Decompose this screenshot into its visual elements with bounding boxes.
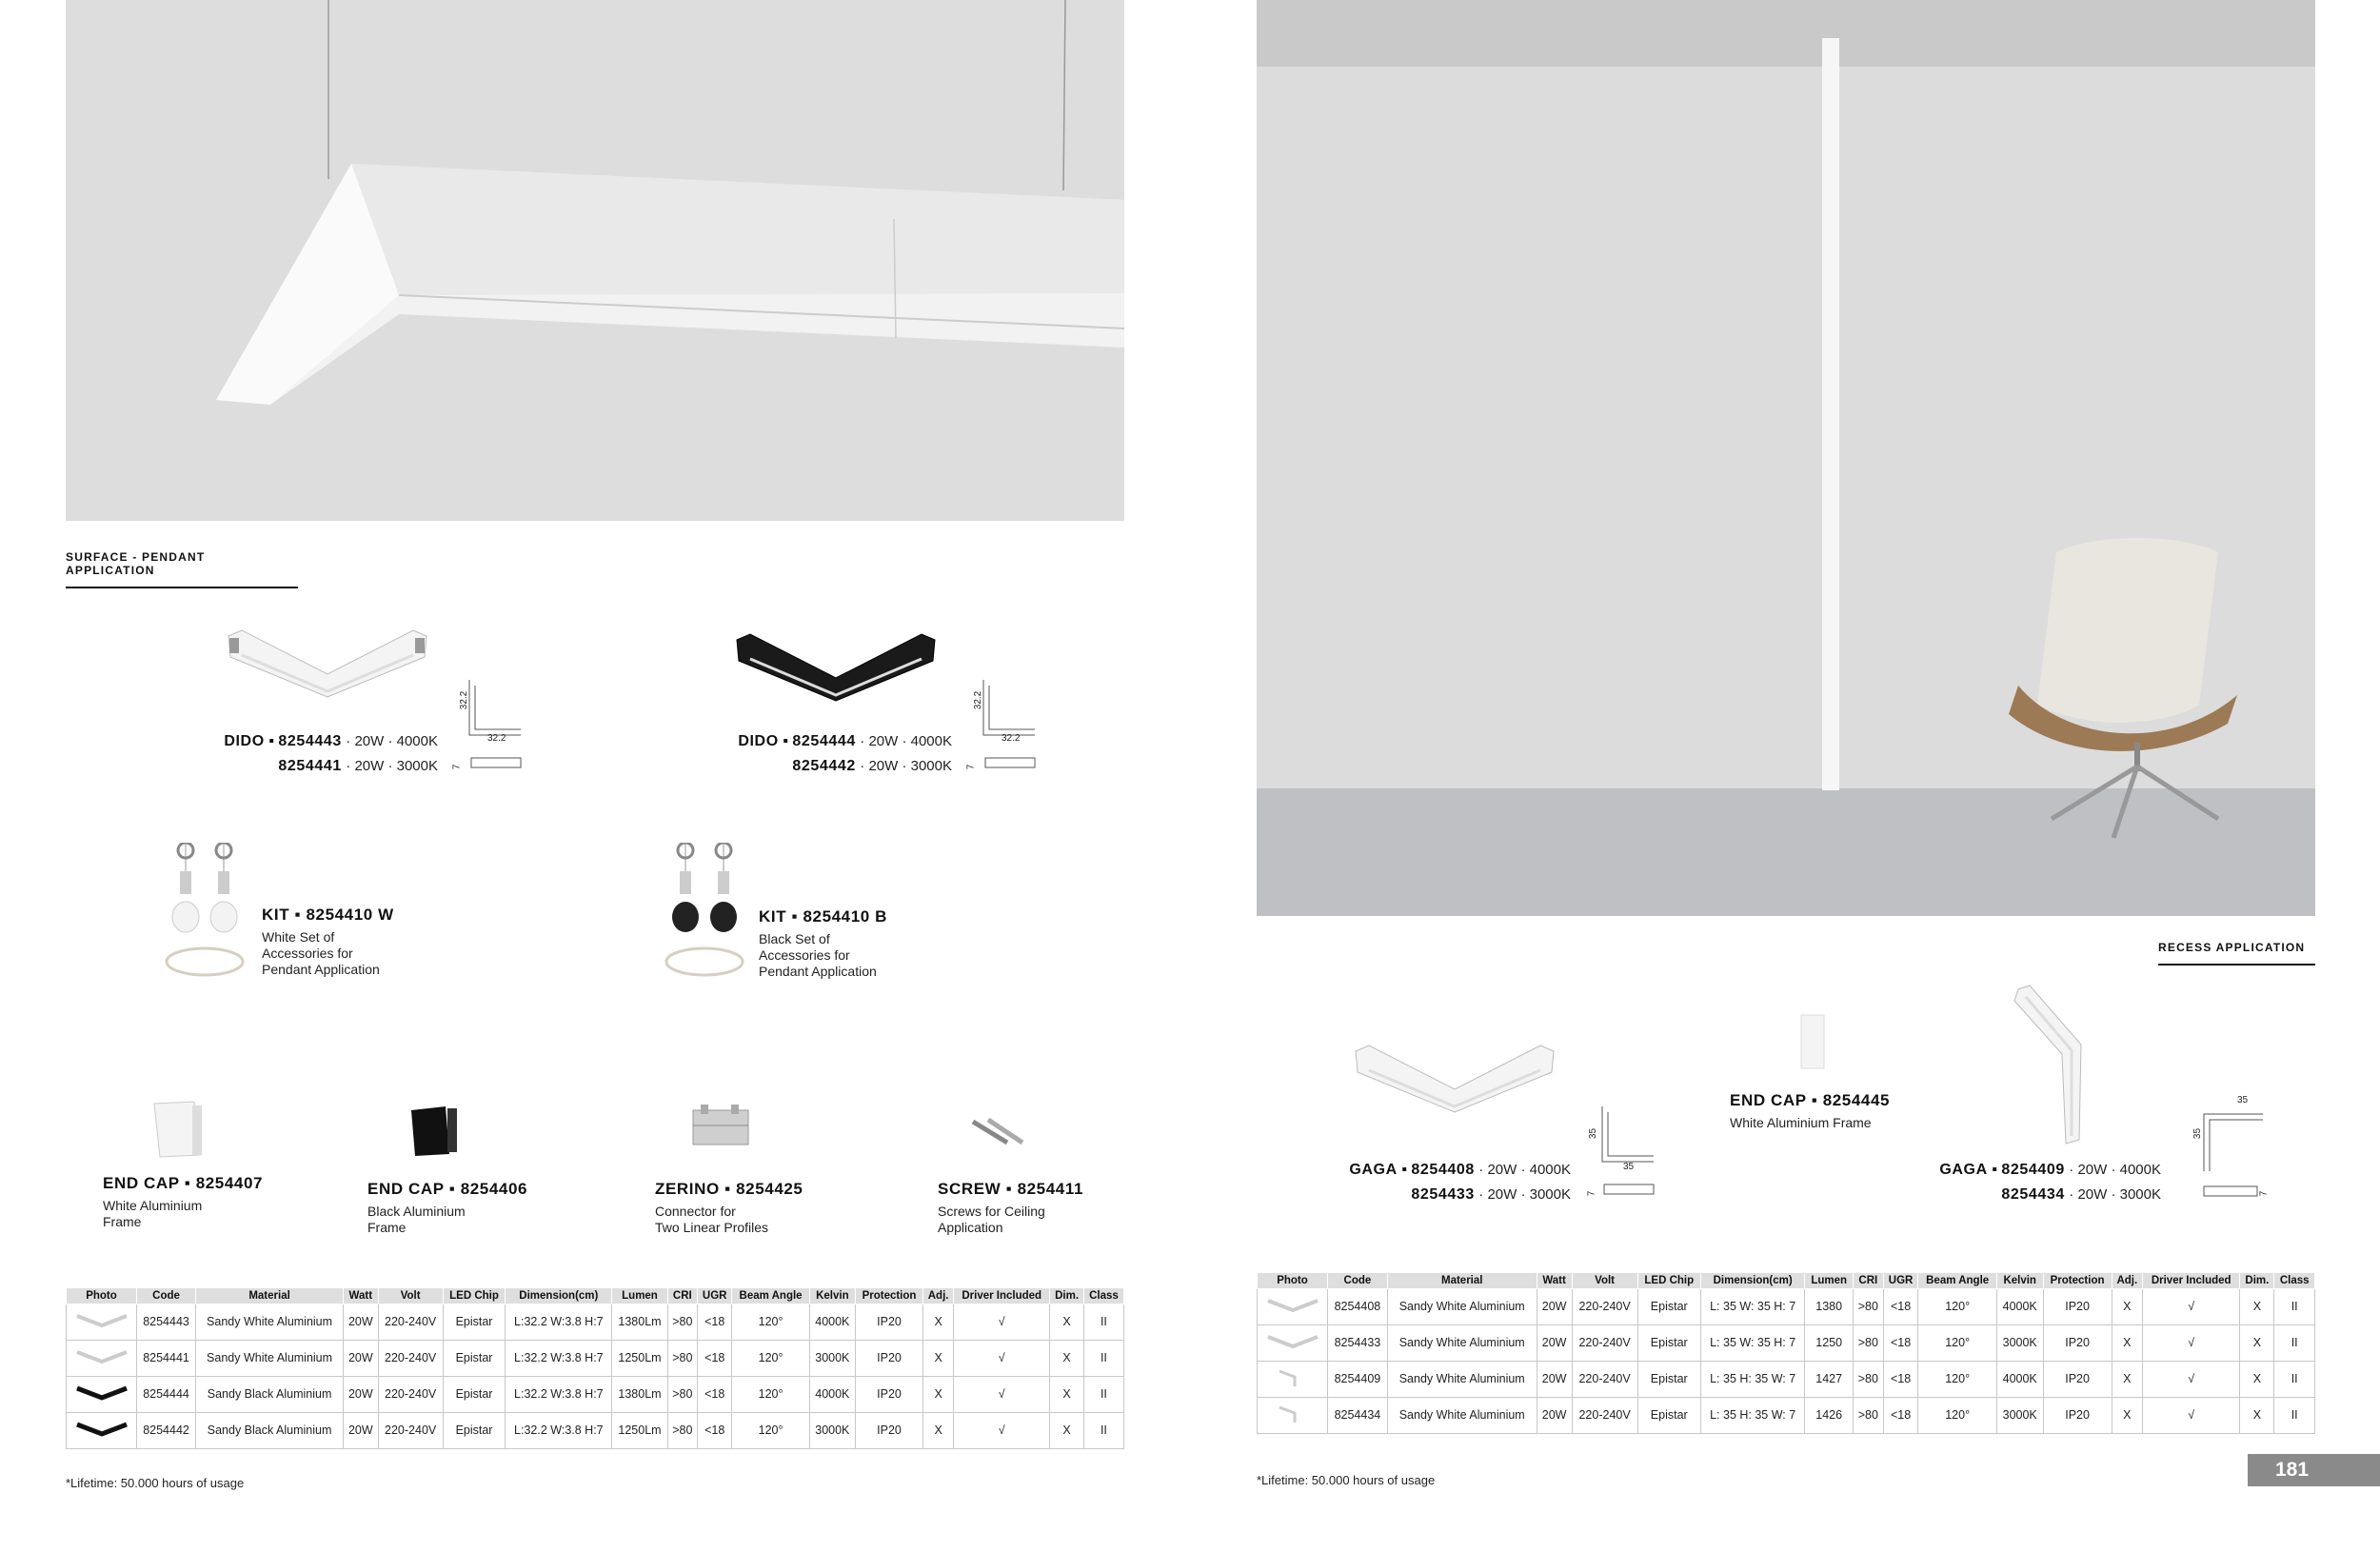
table-header-cell: Watt [344,1288,378,1304]
table-cell: 120° [1918,1289,1996,1325]
table-cell: Epistar [443,1377,506,1413]
product-thumbnail-icon [1258,1289,1328,1325]
table-cell: √ [2143,1362,2240,1398]
table-cell: 120° [1918,1362,1996,1398]
kit-black: KIT ▪ 8254410 B Black Set of Accessories for Pendant Application [759,907,888,979]
table-cell: 120° [732,1377,809,1413]
table-header-cell: Material [1387,1273,1537,1289]
section-title: SURFACE - PENDANT APPLICATION [66,550,298,588]
pendant-photo [66,0,1124,521]
table-cell: X [923,1304,954,1341]
table-header-cell: UGR [698,1288,732,1304]
kit-desc: Black Set of [759,931,830,946]
product-spec: · 20W · 3000K [346,758,438,774]
table-cell: X [2112,1289,2142,1325]
table-cell: Sandy White Aluminium [1387,1362,1537,1398]
table-cell: 220-240V [1572,1289,1637,1325]
product-spec: · 20W · 3000K [2069,1186,2161,1203]
table-cell: X [2112,1362,2142,1398]
table-cell: 120° [1918,1398,1996,1434]
table-cell: Sandy White Aluminium [196,1304,344,1341]
table-cell: II [1083,1377,1123,1413]
kit-code: 8254410 B [803,907,888,926]
table-row [67,1413,1124,1449]
pendant-lamp-illustration [66,0,1124,521]
table-header-cell: Watt [1537,1273,1572,1289]
table-cell: <18 [1883,1289,1918,1325]
table-cell: <18 [1883,1398,1918,1434]
table-cell: 4000K [1996,1362,2043,1398]
table-cell: 1427 [1805,1362,1853,1398]
kit-desc: White Set of [262,929,335,945]
product-code: 8254441 [278,758,342,774]
product-thumbnail-icon [67,1341,137,1377]
table-cell: Sandy Black Aluminium [196,1377,344,1413]
table-cell: 220-240V [1572,1362,1637,1398]
table-cell: 3000K [809,1413,855,1449]
table-cell: 3000K [1996,1398,2043,1434]
dim-height: 32.2 [459,690,470,710]
table-cell: 8254444 [137,1377,196,1413]
endcap-desc: White Aluminium Frame [1730,1115,1872,1130]
dim-width: 32.2 [1002,733,1021,744]
dim-depth: 7 [1586,1190,1597,1197]
table-cell: Sandy Black Aluminium [196,1413,344,1449]
spec-table-right [1257,1272,2315,1434]
table-cell: 8254442 [137,1413,196,1449]
table-header-cell: Adj. [2112,1273,2142,1289]
table-cell: 20W [344,1413,378,1449]
table-cell: >80 [667,1341,697,1377]
table-cell: X [2112,1398,2142,1434]
table-header-cell: Protection [855,1288,922,1304]
dido-white-icon [227,628,428,705]
table-cell: IP20 [2043,1398,2112,1434]
table-cell: 120° [732,1341,809,1377]
table-cell: 1250 [1805,1325,1853,1362]
table-cell: √ [954,1341,1050,1377]
table-cell: L:32.2 W:3.8 H:7 [506,1304,612,1341]
table-cell: Epistar [443,1413,506,1449]
accessory-code: 8254411 [1017,1180,1084,1198]
table-cell: 8254433 [1328,1325,1388,1362]
table-row [1258,1289,2315,1325]
accessory-title: ZERINO [655,1180,720,1198]
table-cell: IP20 [855,1304,922,1341]
endcap-title: END CAP [1730,1091,1807,1109]
table-row [67,1377,1124,1413]
table-cell: L: 35 W: 35 H: 7 [1700,1289,1805,1325]
table-cell: IP20 [2043,1325,2112,1362]
product-spec: · 20W · 4000K [1478,1162,1571,1178]
table-cell: >80 [667,1304,697,1341]
kit-title: KIT [262,906,290,924]
table-cell: 20W [1537,1289,1572,1325]
accessory-desc: Frame [367,1220,407,1235]
table-cell: II [1083,1413,1123,1449]
table-cell: 4000K [809,1304,855,1341]
table-cell: >80 [1853,1398,1883,1434]
table-cell: Epistar [1637,1289,1700,1325]
table-cell: II [1083,1304,1123,1341]
table-cell: 20W [344,1377,378,1413]
dimension-diagram-icon [1585,1105,1661,1200]
dido-black-icon [735,632,937,708]
table-cell: II [2274,1362,2315,1398]
dim-height: 35 [2192,1127,2204,1140]
table-cell: Sandy White Aluminium [1387,1398,1537,1434]
table-header-cell: Driver Included [954,1288,1050,1304]
accessory-desc: Screws for Ceiling [938,1204,1045,1219]
table-cell: √ [954,1413,1050,1449]
table-cell: >80 [1853,1362,1883,1398]
table-cell: Epistar [1637,1325,1700,1362]
table-cell: X [923,1413,954,1449]
kit-white-icon [157,843,252,981]
table-cell: IP20 [855,1413,922,1449]
product-code: 8254442 [792,758,856,774]
table-header-cell: Material [196,1288,344,1304]
spec-table-left [66,1287,1124,1449]
product-name: DIDO [224,733,265,749]
table-cell: 20W [1537,1362,1572,1398]
table-cell: X [2240,1398,2274,1434]
accessory-code: 8254407 [195,1174,264,1192]
table-cell: L: 35 W: 35 H: 7 [1700,1325,1805,1362]
table-cell: X [923,1377,954,1413]
table-header-cell: LED Chip [1637,1273,1700,1289]
product-gaga-v: GAGA ▪ 8254408 · 20W · 4000K 8254433 · 20W · 3000K [1349,1162,1571,1203]
product-code: 8254408 [1411,1162,1475,1178]
endcap-code: 8254445 [1822,1091,1891,1109]
table-cell: IP20 [2043,1289,2112,1325]
table-cell: 8254409 [1328,1362,1388,1398]
product-spec: · 20W · 4000K [346,733,438,749]
table-header-cell: Dim. [1050,1288,1084,1304]
table-header-cell: Beam Angle [1918,1273,1996,1289]
table-cell: X [2240,1325,2274,1362]
table-cell: L:32.2 W:3.8 H:7 [506,1377,612,1413]
footnote: *Lifetime: 50.000 hours of usage [66,1476,245,1490]
product-dido-black: DIDO ▪ 8254444 · 20W · 4000K 8254442 · 20W · 3000K [738,733,952,774]
product-code: 8254433 [1411,1186,1475,1203]
gaga-v-icon [1354,1044,1556,1120]
table-header-cell: Volt [1572,1273,1637,1289]
table-cell: 4000K [809,1377,855,1413]
connector-icon [687,1103,754,1152]
product-dido-white: DIDO ▪ 8254443 · 20W · 4000K 8254441 · 20W · 3000K [224,733,438,774]
table-header-row [67,1288,1124,1304]
table-row [1258,1398,2315,1434]
kit-title: KIT [759,907,787,926]
product-spec: · 20W · 3000K [860,758,952,774]
table-cell: √ [2143,1398,2240,1434]
table-cell: √ [954,1304,1050,1341]
accessory-title: END CAP [367,1180,445,1198]
product-name: GAGA [1939,1162,1988,1178]
table-cell: II [2274,1398,2315,1434]
accessory-title: SCREW [938,1180,1002,1198]
table-row [1258,1325,2315,1362]
kit-black-icon [657,843,752,981]
accessory-endcap-white: END CAP ▪ 8254407 White Aluminium Frame [103,1174,264,1229]
table-cell: 20W [1537,1398,1572,1434]
table-cell: 220-240V [1572,1325,1637,1362]
accessory-endcap-black: END CAP ▪ 8254406 Black Aluminium Frame [367,1180,528,1235]
accessory-screw: SCREW ▪ 8254411 Screws for Ceiling Application [938,1180,1084,1235]
table-row [1258,1362,2315,1398]
table-cell: 1380Lm [612,1304,667,1341]
table-cell: 220-240V [1572,1398,1637,1434]
table-cell: Sandy White Aluminium [1387,1289,1537,1325]
table-cell: 1380 [1805,1289,1853,1325]
product-thumbnail-icon [67,1377,137,1413]
table-header-cell: Driver Included [2143,1273,2240,1289]
dim-width: 35 [2237,1095,2249,1105]
product-code: 8254444 [792,733,856,749]
kit-desc: Pendant Application [759,964,877,979]
kit-white: KIT ▪ 8254410 W White Set of Accessories for Pendant Application [262,906,394,977]
table-cell: Sandy White Aluminium [196,1341,344,1377]
table-cell: 220-240V [378,1377,443,1413]
table-cell: 1426 [1805,1398,1853,1434]
dim-depth: 7 [451,764,463,770]
table-cell: √ [2143,1289,2240,1325]
table-cell: <18 [698,1341,732,1377]
product-gaga-l: GAGA ▪ 8254409 · 20W · 4000K 8254434 · 20W · 3000K [1939,1162,2161,1203]
accessory-code: 8254425 [736,1180,803,1198]
table-header-cell: Class [1083,1288,1123,1304]
accessory-code: 8254406 [460,1180,528,1198]
product-spec: · 20W · 4000K [2069,1162,2161,1178]
table-cell: 20W [344,1341,378,1377]
table-cell: X [2112,1325,2142,1362]
table-cell: II [2274,1289,2315,1325]
kit-desc: Pendant Application [262,962,380,977]
product-thumbnail-icon [1258,1325,1328,1362]
table-cell: 220-240V [378,1304,443,1341]
table-header-cell: Code [1328,1273,1388,1289]
table-header-cell: Dimension(cm) [506,1288,612,1304]
table-header-cell: Code [137,1288,196,1304]
table-cell: 8254408 [1328,1289,1388,1325]
table-cell: L:32.2 W:3.8 H:7 [506,1341,612,1377]
product-code: 8254443 [278,733,342,749]
kit-desc: Accessories for [262,946,353,961]
product-thumbnail-icon [67,1304,137,1341]
table-cell: 8254443 [137,1304,196,1341]
kit-desc: Accessories for [759,947,850,963]
table-cell: L:32.2 W:3.8 H:7 [506,1413,612,1449]
dim-depth: 7 [965,764,977,770]
table-cell: <18 [698,1304,732,1341]
table-cell: L: 35 H: 35 W: 7 [1700,1398,1805,1434]
dim-width: 35 [1623,1162,1635,1172]
dimension-diagram-icon [2194,1095,2271,1200]
table-header-cell: CRI [1853,1273,1883,1289]
table-cell: √ [954,1377,1050,1413]
table-header-cell: Kelvin [1996,1273,2043,1289]
product-thumbnail-icon [1258,1362,1328,1398]
accessory-desc: Two Linear Profiles [655,1220,769,1235]
table-header-cell: Kelvin [809,1288,855,1304]
accessory-desc: Application [938,1220,1003,1235]
table-header-cell: Lumen [612,1288,667,1304]
footnote: *Lifetime: 50.000 hours of usage [1257,1473,1436,1487]
table-cell: X [1050,1341,1084,1377]
product-spec: · 20W · 4000K [860,733,952,749]
table-cell: <18 [698,1377,732,1413]
table-cell: <18 [1883,1362,1918,1398]
table-cell: 8254434 [1328,1398,1388,1434]
room-illustration [1257,0,2315,916]
right-page [1190,0,2380,1553]
table-header-cell: Protection [2043,1273,2112,1289]
product-code: 8254409 [2001,1162,2065,1178]
table-header-cell: Class [2274,1273,2315,1289]
table-cell: >80 [1853,1289,1883,1325]
table-cell: <18 [1883,1325,1918,1362]
table-header-cell: Volt [378,1288,443,1304]
table-cell: IP20 [855,1341,922,1377]
accessory-connector: ZERINO ▪ 8254425 Connector for Two Linear Profiles [655,1180,803,1235]
table-cell: 220-240V [378,1341,443,1377]
accessory-desc: White Aluminium [103,1198,203,1213]
kit-code: 8254410 W [306,906,394,924]
table-cell: X [1050,1304,1084,1341]
section-title: RECESS APPLICATION [2158,941,2315,966]
table-cell: 8254441 [137,1341,196,1377]
product-code: 8254434 [2001,1186,2065,1203]
dim-width: 32.2 [487,733,506,744]
dim-depth: 7 [2258,1190,2270,1197]
accessory-desc: Frame [103,1214,142,1229]
table-header-row [1258,1273,2315,1289]
table-cell: X [1050,1413,1084,1449]
table-header-cell: CRI [667,1288,697,1304]
product-spec: · 20W · 3000K [1478,1186,1571,1203]
endcap-recess: END CAP ▪ 8254445 White Aluminium Frame [1730,1091,1891,1130]
table-header-cell: UGR [1883,1273,1918,1289]
table-header-cell: Dim. [2240,1273,2274,1289]
table-cell: X [2240,1289,2274,1325]
table-cell: 20W [344,1304,378,1341]
product-name: GAGA [1349,1162,1398,1178]
table-header-cell: LED Chip [443,1288,506,1304]
table-cell: Epistar [1637,1398,1700,1434]
table-cell: 1250Lm [612,1341,667,1377]
dim-height: 32.2 [973,690,984,710]
product-thumbnail-icon [67,1413,137,1449]
table-cell: 1380Lm [612,1377,667,1413]
table-cell: >80 [1853,1325,1883,1362]
table-cell: >80 [667,1413,697,1449]
table-cell: 220-240V [378,1413,443,1449]
table-cell: II [1083,1341,1123,1377]
table-header-cell: Lumen [1805,1273,1853,1289]
table-cell: X [923,1341,954,1377]
table-cell: Sandy White Aluminium [1387,1325,1537,1362]
endcap-black-icon [409,1105,466,1157]
table-cell: >80 [667,1377,697,1413]
dim-height: 35 [1588,1127,1599,1140]
endcap-white-icon [1797,1013,1830,1072]
table-header-cell: Beam Angle [732,1288,809,1304]
table-header-cell: Photo [67,1288,137,1304]
table-header-cell: Adj. [923,1288,954,1304]
table-cell: 3000K [809,1341,855,1377]
table-cell: 4000K [1996,1289,2043,1325]
endcap-white-icon [150,1100,208,1159]
table-row [67,1304,1124,1341]
table-row [67,1341,1124,1377]
table-cell: 1250Lm [612,1413,667,1449]
table-cell: 3000K [1996,1325,2043,1362]
table-cell: √ [2143,1325,2240,1362]
table-cell: X [2240,1362,2274,1398]
recess-photo [1257,0,2315,916]
product-thumbnail-icon [1258,1398,1328,1434]
table-cell: 120° [1918,1325,1996,1362]
table-cell: <18 [698,1413,732,1449]
table-cell: 120° [732,1304,809,1341]
table-cell: Epistar [1637,1362,1700,1398]
table-cell: L: 35 H: 35 W: 7 [1700,1362,1805,1398]
accessory-title: END CAP [103,1174,180,1192]
table-cell: Epistar [443,1304,506,1341]
screw-icon [969,1114,1026,1152]
table-header-cell: Dimension(cm) [1700,1273,1805,1289]
accessory-desc: Connector for [655,1204,736,1219]
table-cell: 120° [732,1413,809,1449]
product-name: DIDO [738,733,779,749]
accessory-desc: Black Aluminium [367,1204,466,1219]
table-cell: IP20 [2043,1362,2112,1398]
table-cell: IP20 [855,1377,922,1413]
gaga-l-icon [2009,984,2113,1145]
table-cell: X [1050,1377,1084,1413]
table-cell: 20W [1537,1325,1572,1362]
table-header-cell: Photo [1258,1273,1328,1289]
table-cell: Epistar [443,1341,506,1377]
page-number: 181 [2248,1454,2380,1486]
table-cell: II [2274,1325,2315,1362]
